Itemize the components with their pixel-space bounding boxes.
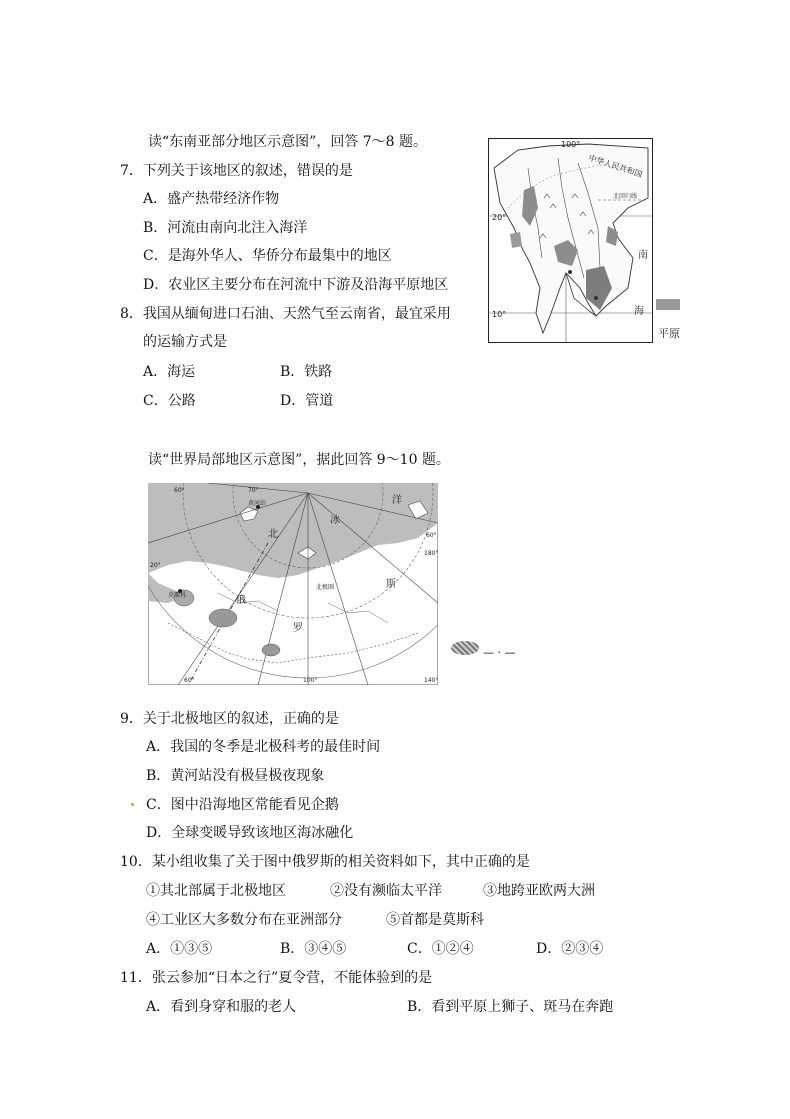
q8-option-d: D．管道: [280, 393, 334, 409]
q8-option-a: A．海运: [143, 364, 196, 380]
plain-legend-label: 平原: [658, 327, 680, 340]
map1-lon-100: 100°: [561, 140, 581, 149]
intro-text-1: 读“东南亚部分地区示意图”，回答 7～8 题。: [148, 134, 428, 150]
q7-option-a: A．盛产热带经济作物: [143, 191, 280, 207]
arctic-region-map: [148, 483, 438, 685]
map2-lon-180: 180°: [424, 550, 438, 557]
map2-lat-20: 20°: [150, 562, 161, 569]
map2-lat-60: 60°: [426, 532, 437, 539]
map2-lon-100-bottom: 100°: [303, 677, 318, 684]
map1-china-label: 中华人民共和国: [587, 153, 644, 180]
q10-option-c: C．①②④: [407, 941, 474, 957]
plain-legend-swatch: [656, 299, 680, 310]
map1-south-label: 南: [638, 250, 648, 261]
q10-statement-4: ④工业区大多数分布在亚洲部分: [146, 912, 342, 928]
q10-option-b: B．③④⑤: [280, 941, 347, 957]
map2-lon-60-top: 60°: [174, 487, 185, 494]
q10-option-d: D．②③④: [536, 941, 604, 957]
q7-option-d: D．农业区主要分布在河流中下游及沿海平原地区: [143, 277, 449, 293]
q8-option-c: C．公路: [143, 393, 196, 409]
industrial-area-legend-swatch: [451, 641, 479, 655]
intro-text-2: 读“世界局部地区示意图”，据此回答 9～10 题。: [148, 452, 450, 468]
question-11-stem: 11．张云参加“日本之行”夏令营，不能体验到的是: [120, 970, 433, 986]
q10-statement-5: ⑤首都是莫斯科: [386, 912, 484, 928]
question-9-stem: 9．关于北极地区的叙述，正确的是: [120, 711, 339, 727]
map2-lon-60-bottom: 60°: [184, 677, 195, 684]
map2-lon-140-bottom: 140°: [424, 677, 438, 684]
map2-luo-label: 罗: [293, 623, 303, 634]
question-8-stem-line1: 8．我国从缅甸进口石油、天然气至云南省，最宜采用: [120, 306, 451, 322]
q8-option-b: B．铁路: [280, 364, 333, 380]
map2-si-label: 斯: [386, 579, 396, 590]
map2-polar-circle-label: 北极圈: [316, 584, 335, 591]
q7-option-b: B．河流由南向北注入海洋: [143, 220, 308, 236]
map1-sea-label: 海: [634, 306, 644, 317]
map1-lat-10: 10°: [492, 310, 507, 319]
question-10-stem: 10．某小组收集了关于图中俄罗斯的相关资料如下，其中正确的是: [120, 854, 530, 870]
question-7-stem: 7．下列关于该地区的叙述，错误的是: [120, 163, 353, 179]
q7-option-c: C．是海外华人、华侨分布最集中的地区: [143, 248, 392, 264]
map1-lat-20: 20°: [492, 213, 507, 222]
route-legend-line: — · —: [483, 646, 516, 659]
q11-option-b: B．看到平原上狮子、斑马在奔跑: [407, 999, 614, 1015]
map2-bei-label: 北: [268, 529, 278, 540]
q9-option-c: C．图中沿海地区常能看见企鹅: [146, 797, 339, 813]
q11-option-a: A．看到身穿和服的老人: [146, 999, 297, 1015]
map2-lon-70-top: 70°: [248, 487, 259, 494]
map2-yang-label: 洋: [392, 495, 402, 506]
stray-mark: [131, 803, 134, 806]
q9-option-d: D．全球变暖导致该地区海冰融化: [146, 825, 354, 841]
q10-statement-3: ③地跨亚欧两大洲: [483, 883, 595, 899]
map2-bing-label: 冰: [330, 515, 340, 526]
q10-statement-2: ②没有濒临太平洋: [330, 883, 442, 899]
map1-tropic-label: 北回归线: [613, 193, 638, 200]
q10-option-a: A．①③⑤: [146, 941, 213, 957]
map2-huanghe-label: 黄河站: [248, 500, 267, 507]
southeast-asia-map: [488, 138, 653, 343]
q9-option-a: A．我国的冬季是北极科考的最佳时间: [146, 739, 381, 755]
map2-e-label: 俄: [236, 595, 246, 606]
question-8-stem-line2: 的运输方式是: [143, 334, 227, 350]
q10-statement-1: ①其北部属于北极地区: [146, 883, 286, 899]
map2-moscow-label: 莫斯科: [168, 592, 187, 599]
q9-option-b: B．黄河站没有极昼极夜现象: [146, 768, 325, 784]
